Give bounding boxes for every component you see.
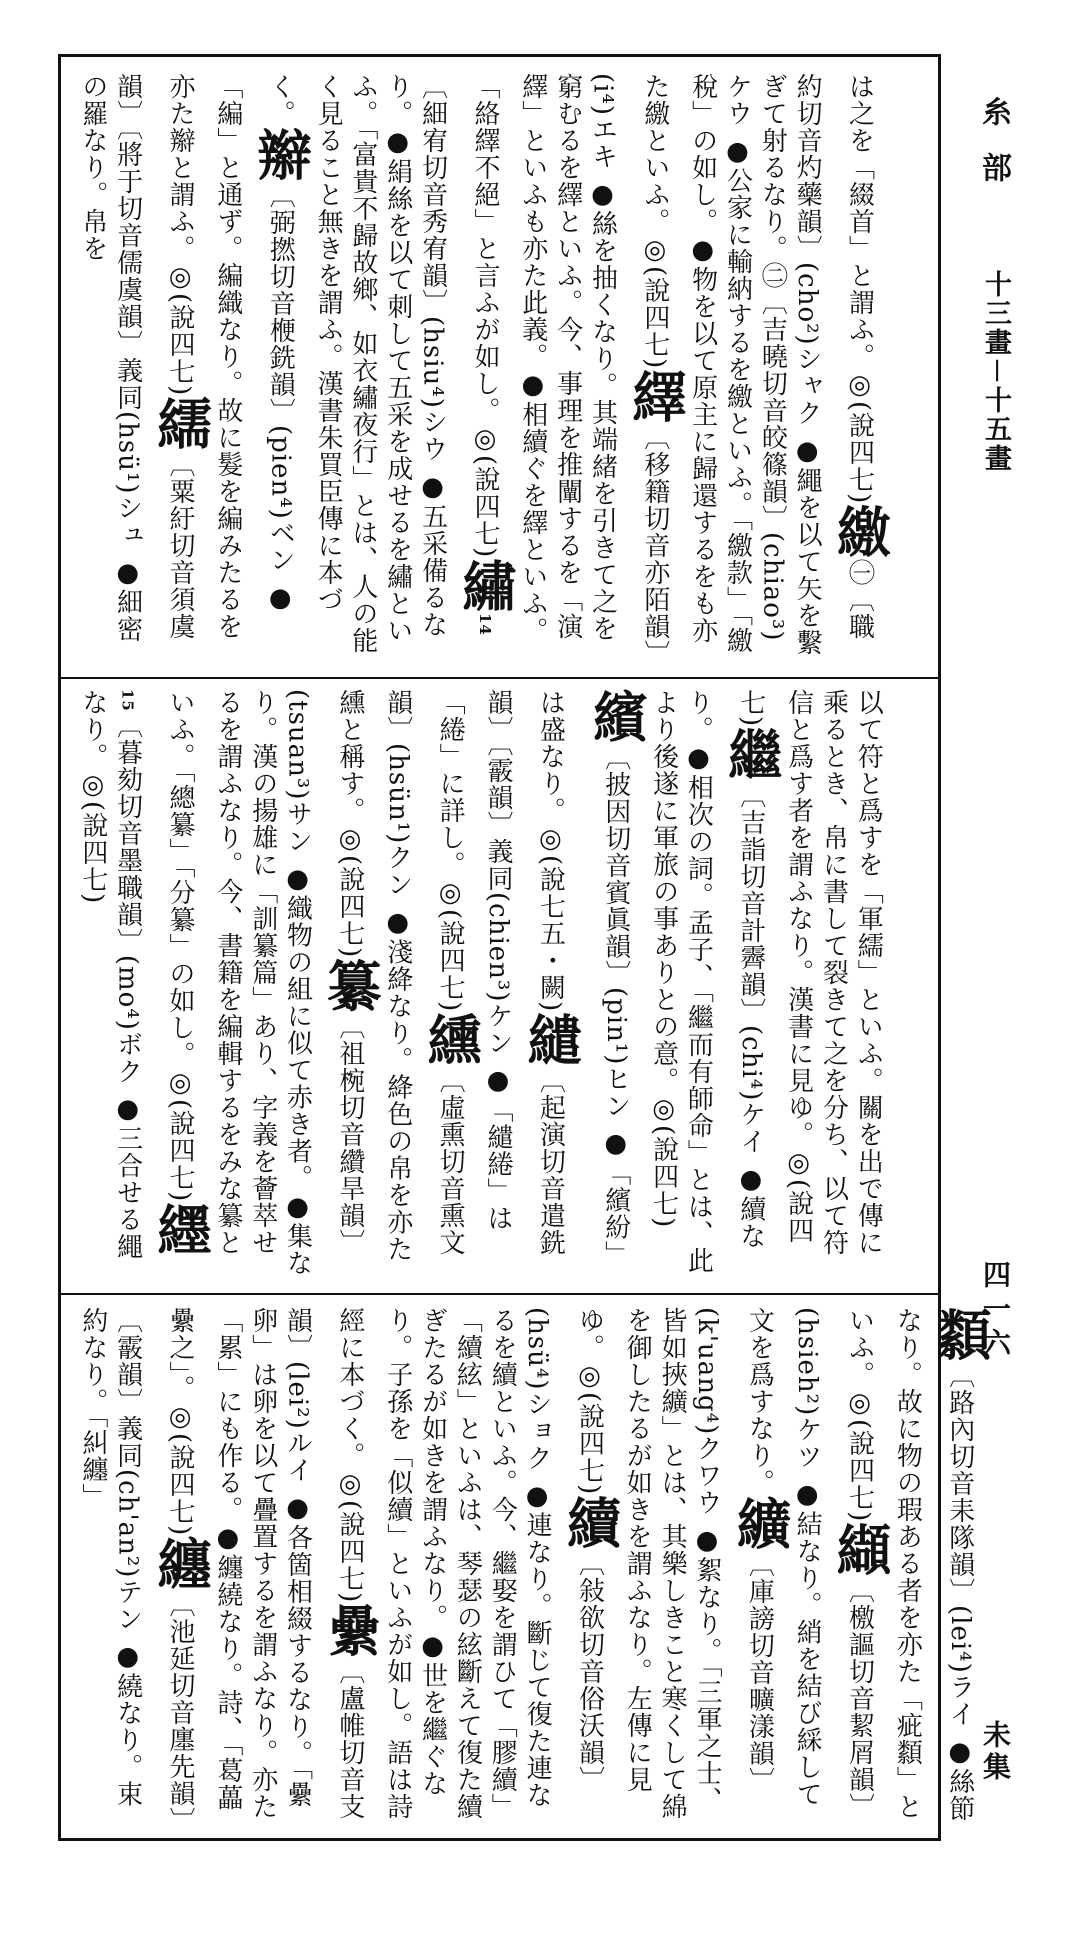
entry-definition: 〔移籍切音亦陌韻〕(i⁴)エキ ●絲を抽くなり。其端緒を引きて之を窮むるを繹といふ。今、事理を推闡するを「演繹」といふも亦た此義。●相續ぐを繹といふ。「絡繹不絕」と言ふが如し。◎(說四七) — [469, 73, 670, 655]
section-3 — [69, 1297, 992, 1835]
section-1 — [69, 63, 933, 673]
entry-headword: 纈 — [828, 1522, 892, 1578]
entry-headword: 纆 — [149, 1202, 213, 1258]
entry-headword: 纇 — [928, 1307, 992, 1362]
divider-2 — [61, 1293, 938, 1295]
entry-headword: 纁 — [419, 1012, 483, 1068]
section-1-text — [75, 73, 890, 663]
entry-definition: 〔盧帷切音支韻〕(lei²)ルイ ●各箇相綴するなり。「纍卵」は卵を以て疊置するを謂ふなり。亦た「累」にも作る。●纏繞なり。詩、「葛藟纍之」。◎(說四七) — [165, 1307, 365, 1821]
entry-headword: 纏 — [149, 1536, 213, 1592]
entry-headword: 續 — [558, 1495, 622, 1551]
entry-headword: 繡 — [453, 558, 517, 614]
stroke-count-marker: 14 — [475, 613, 494, 637]
stroke-range-header: 十三畫－十五畫 — [980, 270, 1011, 473]
entry-headword: 繻 — [149, 396, 213, 452]
entry-definition: 〔披因切音賓眞韻〕(pin¹)ヒン ●「繽紛」は盛なり。◎(說七五・闕) — [535, 689, 631, 1268]
page-frame — [58, 54, 992, 1841]
entry-definition: 〔虛熏切音熏文韻〕(hsün¹)クン ●淺絳なり。絳色の帛を亦た纁と稱す。◎(說四七) — [334, 689, 466, 1263]
entry-definition: 〔細宥切音秀宥韻〕(hsiu⁴)シウ ●五采備るなり。●絹絲を以て刺して五采を成せるを繡といふ。「富貴不歸故鄉、如衣繡夜行」とは、人の能く見ること無きを謂ふ。漢書朱買臣傳に本づく。 — [265, 73, 448, 654]
entry-definition: 〔路內切音耒隊韻〕(lei⁴)ライ ●絲節なり。故に物の瑕ある者を亦た「疵纇」といふ。◎(說四七) — [844, 1307, 975, 1822]
dictionary-entry — [639, 73, 892, 656]
entry-headword: 繾 — [519, 1012, 583, 1068]
entry-definition: 〔敍欲切音俗沃韻〕(hsü⁴)ショク ●連なり。斷じて復た連なるを續といふ。今、繼娶を謂ひて「膠續」「續絃」といふは、琴瑟の絃斷えて復た續ぎたるが如きを謂ふなり。●世を繼ぐなり。子孫を「似續」といふが如し。語は詩經に本づく。◎(說四七) — [334, 1307, 605, 1820]
entry-definition: 〔祖椀切音纘旱韻〕(tsuan³)サン ●織物の組に似て赤き者。●集なり。漢の揚雄に「訓纂篇」あり、字義を薈萃せるを謂ふなり。今、書籍を編輯するをみな纂といふ。「總纂」「分纂」の如し。◎(說四七) — [165, 689, 365, 1277]
entry-headword: 纊 — [728, 1496, 792, 1551]
entry-headword: 繼 — [719, 727, 783, 783]
dictionary-entry — [648, 689, 783, 1274]
entry-headword: 纂 — [318, 958, 382, 1014]
entry-definition: 〔池延切音廛先韻〕〔霰韻〕義同(ch'an²)テン ●繞なり。束約なり。「糾纏」 — [77, 1307, 196, 1822]
radical-header: 糸部 — [976, 96, 1011, 208]
entry-definition: 〔弼撚切音楩銑韻〕(pien⁴)ベン ●「編」と通ず。編織なり。故に髮を編みたるを亦た辮と謂ふ。◎(說四七) — [165, 73, 296, 640]
entry-definition: は之を「綴首」と謂ふ。◎(說四七) — [844, 73, 875, 505]
entry-headword: 繳 — [828, 504, 892, 560]
stroke-count-marker: 15 — [118, 689, 137, 712]
section-2-text — [75, 689, 885, 1279]
entry-definition: 〔起演切音遣銑韻〕〔霰韻〕義同(chien³)ケン ●「繾綣」は「綣」に詳し。◎(說四七) — [435, 689, 566, 1257]
entry-definition: 〔吉詣切音計霽韻〕(chi⁴)ケイ ●續なり。●相次の詞。孟子、「繼而有師命」とは、此より後遂に軍旅の事ありとの意。◎(說四七) — [648, 689, 766, 1274]
entry-headword: 辮 — [249, 127, 313, 182]
section-2 — [69, 679, 933, 1289]
volume-label: 未集 — [979, 1720, 1012, 1784]
entry-definition: 以て符と爲すを「軍繻」といふ。關を出で傳に乘るとき、帛に書して裂きて之を分ち、以て符信と爲す者を謂ふなり。漢書に見ゆ。◎(說四七) — [735, 689, 884, 1256]
entry-definition: 〔粟紆切音須虞韻〕〔將于切音儒虞韻〕義同(hsü¹)シュ ●細密の羅なり。帛を — [77, 73, 196, 643]
entry-definition: ㊀〔職約切音灼藥韻〕(cho²)シャク ●繩を以て矢を繫ぎて射るなり。㊁〔吉曉切音皎篠韻〕(chiao³)ケウ ●公家に輸納するを繳といふ。「繳款」「繳稅」の如し。●物を以て原主に歸還するをも亦た繳といふ。◎(說四七) — [639, 73, 875, 656]
section-3-text — [75, 1307, 990, 1825]
entry-headword: 繹 — [623, 369, 687, 425]
dictionary-entry — [845, 73, 875, 504]
entry-definition: 〔庫謗切音曠漾韻〕(k'uang⁴)クワウ ●絮なり。「三軍之士、皆如挾纊」とは、其樂しきこと寒くして綿を御したるが如きを謂ふなり。左傳に見ゆ。◎(說四七) — [574, 1307, 775, 1820]
page-number: 四一六 — [979, 1260, 1012, 1362]
dictionary-entry — [334, 1307, 622, 1820]
entry-definition: 〔暮劾切音墨職韻〕(mo⁴)ボク ●三合せる繩なり。◎(說四七) — [77, 689, 143, 1261]
entry-headword: 纍 — [318, 1603, 382, 1659]
entry-headword: 繽 — [584, 689, 648, 744]
entry-definition: 〔檄謳切音絜屑韻〕(hsieh²)ケツ ●結なり。綃を結び綵して文を爲すなり。 — [744, 1307, 875, 1821]
